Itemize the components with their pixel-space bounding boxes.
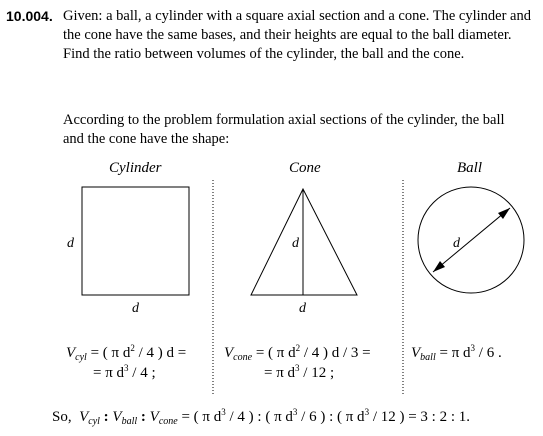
diameter-arrow-top (498, 208, 510, 219)
ball-caption: Ball (457, 160, 482, 176)
cone-caption: Cone (289, 160, 321, 176)
cone-section (251, 189, 357, 295)
problem-number: 10.004. (6, 8, 53, 24)
problem-statement: Given: a ball, a cylinder with a square axial section and a cone. The cylinder and the cone have the same bases, and their heights are equal to the ball diameter. Find the ratio between volumes of the cylinder, the ball and the cone. (63, 8, 531, 62)
intro-text: According to the problem formulation axial sections of the cylinder, the ball and the cone have the shape: (63, 112, 505, 147)
cone-height-label: d (292, 236, 299, 251)
diameter-arrow-bottom (433, 261, 445, 272)
cylinder-caption: Cylinder (109, 160, 162, 176)
cone-base-label: d (299, 301, 306, 316)
cylinder-formula-line2: = π $d^3 / 4$ ; (93, 363, 156, 381)
cone-formula-line2: = π $d^3 / 12$ ; (264, 363, 335, 381)
cylinder-formula-line1: $V_{cyl}$ = ( π $d^2 / 4$ ) d = (66, 343, 187, 363)
cylinder-section (82, 187, 189, 295)
cylinder-width-label: d (132, 301, 139, 316)
cylinder-height-label: d (67, 236, 74, 251)
ball-formula: $V_{ball} = \pi$ $d^3 / 6$ . (411, 343, 502, 363)
ball-diameter-label: d (453, 236, 460, 251)
conclusion-formula: So, $V_{cyl}$ : $V_{ball}$ : $V_{cone}$ = ( π $d^3 / 4$ ) : ( π $d^3 / 6$ ) : ( π $d^3 / 12$ ) = 3 : 2 : 1. (52, 407, 471, 427)
cone-formula-line1: $V_{cone}$ = ( π $d^2 / 4$ ) d / 3 = (224, 343, 371, 363)
ball-diameter-line (433, 208, 510, 272)
